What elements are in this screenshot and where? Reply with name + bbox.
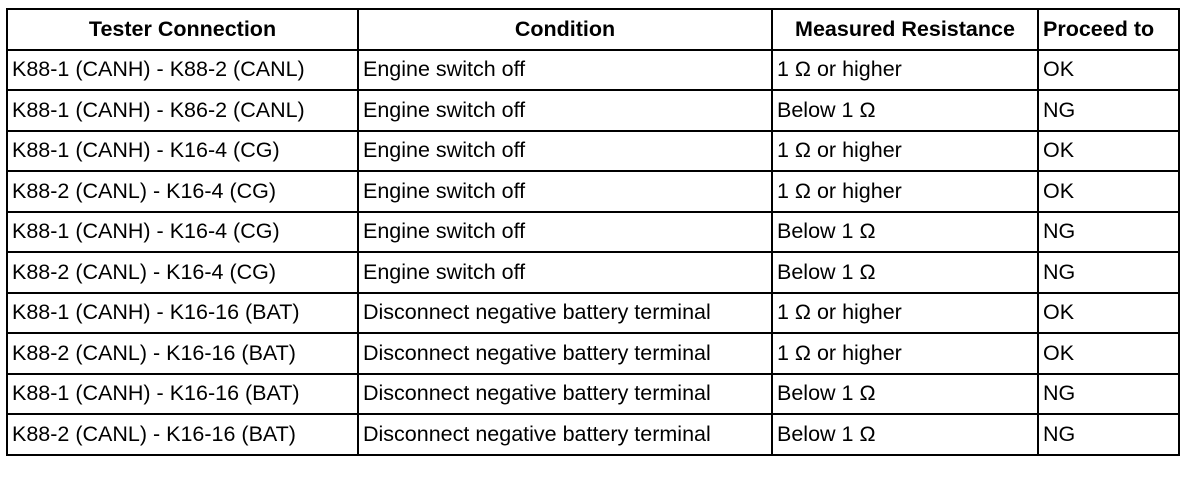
cell-measured-resistance: Below 1 Ω [772, 212, 1038, 253]
resistance-check-table-wrapper [6, 8, 1180, 456]
cell-condition: Engine switch off [358, 252, 772, 293]
header-row [7, 9, 1179, 50]
header-tester-connection: Tester Connection [7, 9, 358, 50]
cell-condition: Engine switch off [358, 212, 772, 253]
cell-measured-resistance: Below 1 Ω [772, 252, 1038, 293]
cell-condition: Engine switch off [358, 131, 772, 172]
header-condition: Condition [358, 9, 772, 50]
cell-proceed-to: OK [1038, 293, 1179, 334]
cell-tester-connection: K88-2 (CANL) - K16-16 (BAT) [7, 333, 358, 374]
cell-measured-resistance: Below 1 Ω [772, 374, 1038, 415]
table-row [7, 414, 1179, 455]
cell-condition: Disconnect negative battery terminal [358, 374, 772, 415]
cell-condition: Disconnect negative battery terminal [358, 293, 772, 334]
cell-condition: Engine switch off [358, 171, 772, 212]
cell-condition: Engine switch off [358, 90, 772, 131]
table-row [7, 252, 1179, 293]
cell-tester-connection: K88-1 (CANH) - K86-2 (CANL) [7, 90, 358, 131]
cell-measured-resistance: 1 Ω or higher [772, 171, 1038, 212]
cell-proceed-to: NG [1038, 90, 1179, 131]
table-row [7, 50, 1179, 91]
header-measured-resistance: Measured Resistance [772, 9, 1038, 50]
cell-proceed-to: NG [1038, 374, 1179, 415]
cell-tester-connection: K88-2 (CANL) - K16-4 (CG) [7, 171, 358, 212]
cell-tester-connection: K88-2 (CANL) - K16-16 (BAT) [7, 414, 358, 455]
cell-condition: Disconnect negative battery terminal [358, 414, 772, 455]
cell-tester-connection: K88-2 (CANL) - K16-4 (CG) [7, 252, 358, 293]
resistance-check-table [6, 8, 1180, 456]
cell-tester-connection: K88-1 (CANH) - K16-4 (CG) [7, 131, 358, 172]
cell-condition: Disconnect negative battery terminal [358, 333, 772, 374]
cell-measured-resistance: 1 Ω or higher [772, 50, 1038, 91]
table-row [7, 333, 1179, 374]
cell-measured-resistance: 1 Ω or higher [772, 333, 1038, 374]
cell-measured-resistance: Below 1 Ω [772, 90, 1038, 131]
cell-proceed-to: OK [1038, 50, 1179, 91]
table-row [7, 374, 1179, 415]
table-row [7, 90, 1179, 131]
table-row [7, 212, 1179, 253]
cell-condition: Engine switch off [358, 50, 772, 91]
cell-proceed-to: OK [1038, 333, 1179, 374]
cell-tester-connection: K88-1 (CANH) - K16-16 (BAT) [7, 374, 358, 415]
table-row [7, 171, 1179, 212]
cell-tester-connection: K88-1 (CANH) - K16-16 (BAT) [7, 293, 358, 334]
cell-proceed-to: OK [1038, 171, 1179, 212]
table-row [7, 293, 1179, 334]
cell-proceed-to: NG [1038, 414, 1179, 455]
table-row [7, 131, 1179, 172]
cell-tester-connection: K88-1 (CANH) - K88-2 (CANL) [7, 50, 358, 91]
cell-proceed-to: OK [1038, 131, 1179, 172]
cell-measured-resistance: Below 1 Ω [772, 414, 1038, 455]
cell-proceed-to: NG [1038, 212, 1179, 253]
header-proceed-to: Proceed to [1038, 9, 1179, 50]
cell-tester-connection: K88-1 (CANH) - K16-4 (CG) [7, 212, 358, 253]
cell-measured-resistance: 1 Ω or higher [772, 131, 1038, 172]
cell-measured-resistance: 1 Ω or higher [772, 293, 1038, 334]
cell-proceed-to: NG [1038, 252, 1179, 293]
